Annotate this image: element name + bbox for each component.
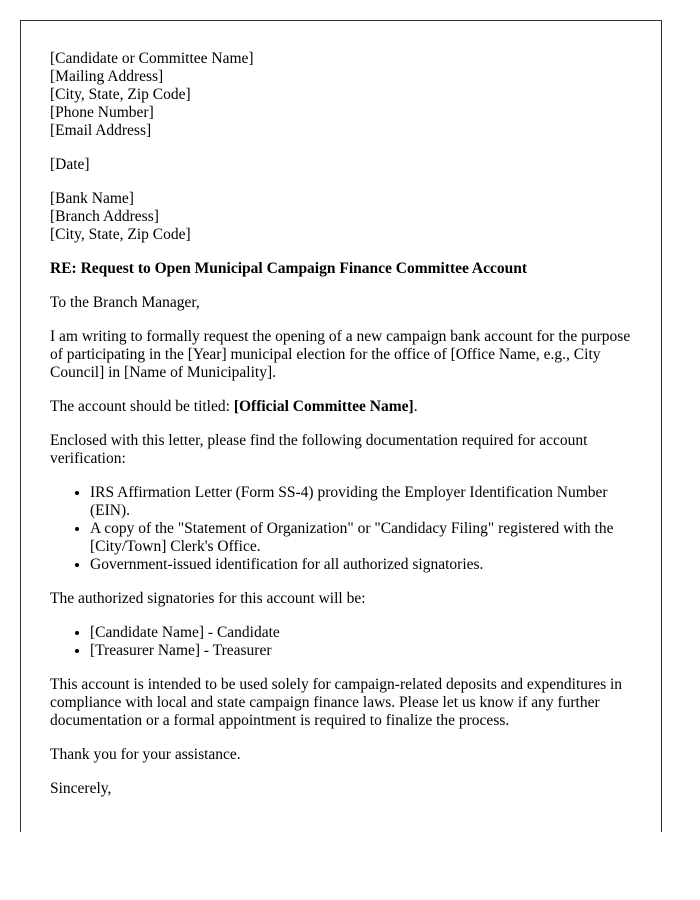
branch-address: [Branch Address] — [50, 208, 159, 225]
sender-block — [50, 50, 632, 140]
letter-page — [20, 20, 662, 832]
salutation: To the Branch Manager, — [50, 294, 200, 311]
list-item: • [Candidate Name] - Candidate — [90, 624, 632, 642]
title-prefix: The account should be titled: — [50, 398, 234, 415]
list-item: • A copy of the "Statement of Organization" or "Candidacy Filing" registered with the [City/Town] Clerk's Office. — [90, 520, 632, 556]
sender-name: [Candidate or Committee Name] — [50, 50, 254, 67]
account-title-paragraph — [50, 398, 632, 416]
list-item: • Government-issued identification for all authorized signatories. — [90, 556, 632, 574]
committee-name: [Official Committee Name] — [233, 398, 414, 415]
signatories-list — [50, 624, 632, 660]
intro-paragraph: I am writing to formally request the opening of a new campaign bank account for the purpose of participating in the [Year] municipal election for the office of [Office Name, e.g., City Council] in [Name of Municipality]. — [50, 328, 631, 381]
recipient-city: [City, State, Zip Code] — [50, 226, 191, 243]
signatories-paragraph: The authorized signatories for this account will be: — [50, 590, 366, 607]
sender-phone: [Phone Number] — [50, 104, 154, 121]
title-suffix: . — [413, 398, 418, 415]
thanks: Thank you for your assistance. — [50, 746, 241, 763]
list-item: • IRS Affirmation Letter (Form SS-4) providing the Employer Identification Number (EIN). — [90, 484, 632, 520]
sender-email: [Email Address] — [50, 122, 152, 139]
signoff: Sincerely, — [50, 780, 112, 797]
closing-paragraph: This account is intended to be used solely for campaign-related deposits and expenditures in compliance with local and state campaign finance laws. Please let us know if any further documentation or a formal appointment is required to finalize the process. — [50, 676, 623, 729]
documents-paragraph: Enclosed with this letter, please find the following documentation required for account verification: — [50, 432, 588, 467]
list-item: • [Treasurer Name] - Treasurer — [90, 642, 632, 660]
sender-address: [Mailing Address] — [50, 68, 164, 85]
subject-line — [50, 260, 632, 278]
documents-list — [50, 484, 632, 574]
bank-name: [Bank Name] — [50, 190, 134, 207]
date: [Date] — [50, 156, 90, 173]
sender-city: [City, State, Zip Code] — [50, 86, 191, 103]
recipient-block — [50, 190, 632, 244]
subject-text: RE: Request to Open Municipal Campaign Finance Committee Account — [50, 260, 528, 277]
